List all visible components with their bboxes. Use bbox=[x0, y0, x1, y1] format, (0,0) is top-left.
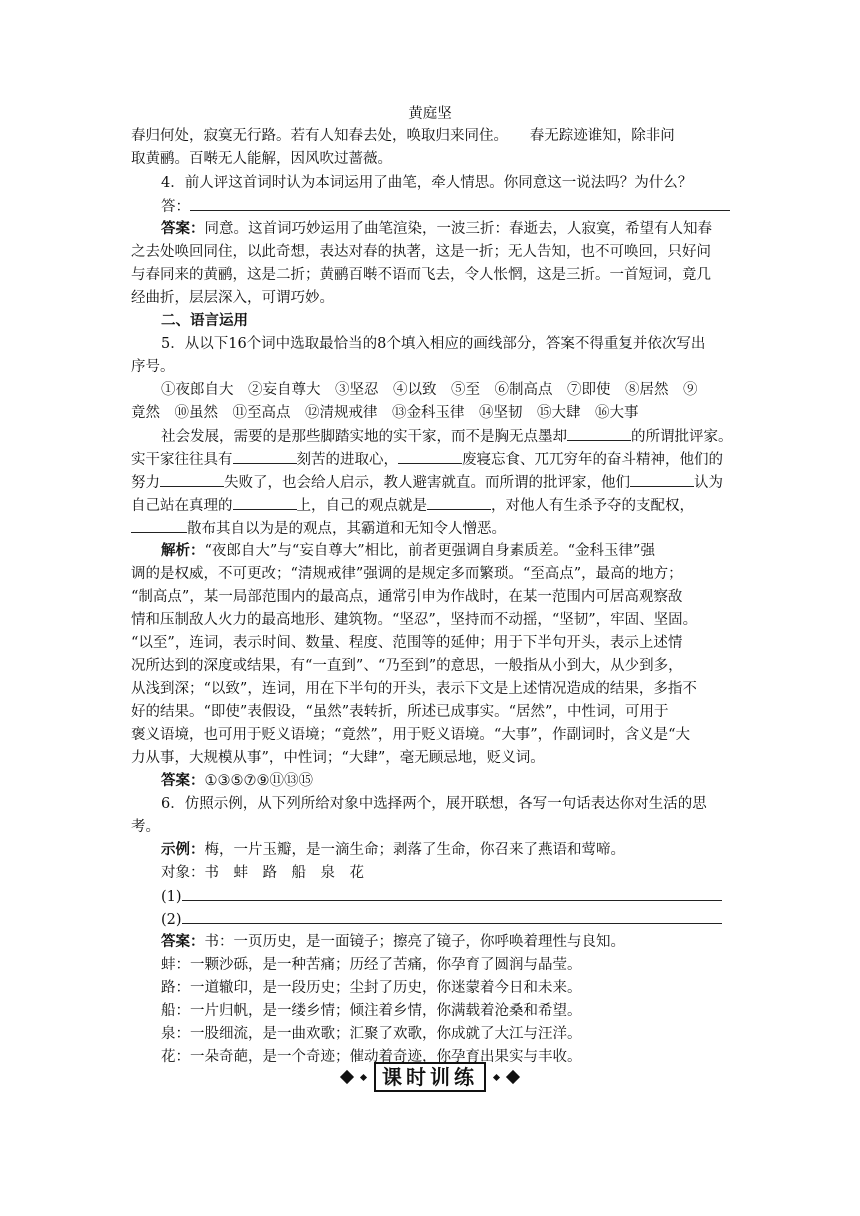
fill-blank[interactable] bbox=[630, 471, 694, 487]
answer-line: 经曲折，层层深入，可谓巧妙。 bbox=[131, 290, 334, 306]
answer-line: 船：一片归帆，是一缕乡情；倾注着乡情，你满载着沧桑和希望。 bbox=[161, 1003, 582, 1019]
answer-line: 答案：书：一页历史，是一面镜子；擦亮了镜子，你呼唤着理性与良知。 bbox=[161, 933, 625, 950]
fill-blank[interactable] bbox=[567, 425, 631, 441]
diamond-dot-icon bbox=[360, 1073, 367, 1080]
question-4: 4．前人评这首词时认为本词运用了曲笔，牵人情思。你同意这一说法吗？为什么？ bbox=[161, 175, 693, 191]
analysis-line: “制高点”，某一局部范围内的最高点，通常引申为作战时，在某一范围内可居高观察敌 bbox=[131, 589, 683, 605]
banner-title: 课时训练 bbox=[374, 1062, 486, 1092]
diamond-icon bbox=[506, 1070, 520, 1084]
section-banner bbox=[0, 1062, 860, 1092]
fill-blank[interactable] bbox=[233, 494, 297, 510]
answer-blank[interactable] bbox=[182, 885, 722, 901]
passage-line: 实干家往往具有 刻苦的进取心， 废寝忘食、兀兀穷年的奋斗精神，他们的 bbox=[131, 448, 731, 471]
fill-blank[interactable] bbox=[160, 471, 224, 487]
answer-blank-line: (2) bbox=[161, 908, 761, 931]
poem-line: 取黄鹂。百啭无人能解，因风吹过蔷薇。 bbox=[131, 151, 392, 167]
answer-line: 花：一朵奇葩，是一个奇迹；催动着奇迹，你孕育出果实与丰收。 bbox=[161, 1049, 582, 1065]
fill-blank[interactable] bbox=[233, 448, 297, 464]
analysis-line: 况所达到的深度或结果，有“一直到”、“乃至到”的意思，一般指从小到大，从少到多， bbox=[131, 658, 683, 674]
answer-line: 答案：同意。这首词巧妙运用了曲笔渲染，一波三折：春逝去，人寂寞，希望有人知春 bbox=[161, 220, 712, 237]
answer-blank[interactable] bbox=[182, 908, 722, 924]
answer-line: 蚌：一颗沙砾，是一种苦痛；历经了苦痛，你孕育了圆润与晶莹。 bbox=[161, 957, 582, 973]
answer-line: 与春同来的黄鹂，这是二折；黄鹂百啭不语而飞去，令人怅惘，这是三折。一首短词，竟几 bbox=[131, 267, 711, 283]
question-5: 序号。 bbox=[131, 359, 175, 375]
passage-line: 散布其自以为是的观点，其霸道和无知令人憎恶。 bbox=[131, 517, 731, 540]
answer-line: 之去处唤回同住，以此奇想，表达对春的执著，这是一折；无人告知，也不可唤回，只好问 bbox=[131, 244, 711, 260]
fill-blank[interactable] bbox=[131, 517, 187, 533]
answer-line: 泉：一股细流，是一曲欢歌；汇聚了欢歌，你成就了大江与汪洋。 bbox=[161, 1026, 582, 1042]
poem-line: 春归何处，寂寞无行路。若有人知春去处，唤取归来同住。 春无踪迹谁知，除非问 bbox=[131, 128, 675, 144]
question-5: 5．从以下16个词中选取最恰当的8个填入相应的画线部分，答案不得重复并依次写出 bbox=[161, 336, 706, 352]
question-6: 考。 bbox=[131, 819, 160, 835]
question-6: 6．仿照示例，从下列所给对象中选择两个，展开联想，各写一句话表达你对生活的思 bbox=[161, 796, 707, 812]
passage-line: 自己站在真理的 上，自己的观点就是 ，对他人有生杀予夺的支配权， bbox=[131, 494, 731, 517]
passage-line: 努力 失败了，也会给人启示，教人避害就直。而所谓的批评家，他们 认为 bbox=[131, 471, 731, 494]
answer-line: 路：一道辙印，是一段历史；尘封了历史，你迷蒙着今日和未来。 bbox=[161, 980, 582, 996]
example-line: 示例：梅，一片玉瓣，是一滴生命；剥落了生命，你召来了燕语和莺啼。 bbox=[161, 841, 625, 858]
diamond-dot-icon bbox=[493, 1073, 500, 1080]
analysis-line: 好的结果。“即使”表假设，“虽然”表转折，所述已成事实。“居然”，中性词，可用于 bbox=[131, 704, 669, 720]
word-options: ①夜郎自大 ②妄自尊大 ③坚忍 ④以致 ⑤至 ⑥制高点 ⑦即使 ⑧居然 ⑨ bbox=[161, 382, 698, 398]
diamond-icon bbox=[340, 1070, 354, 1084]
poem-author: 黄庭坚 bbox=[408, 106, 452, 122]
analysis-line: 力从事，大规模从事”，中性词；“大肆”，毫无顾忌地，贬义词。 bbox=[131, 750, 545, 766]
word-options: 竟然 ⑩虽然 ⑪至高点 ⑫清规戒律 ⑬金科玉律 ⑭坚韧 ⑮大肆 ⑯大事 bbox=[131, 405, 639, 421]
objects-line: 对象：书 蚌 路 船 泉 花 bbox=[161, 865, 364, 881]
answer-blank-line: 答： bbox=[161, 195, 761, 218]
analysis-line: 解析：“夜郎自大”与“妄自尊大”相比，前者更强调自身素质差。“金科玉律”强 bbox=[161, 542, 655, 559]
analysis-line: “以至”，连词，表示时间、数量、程度、范围等的延伸；用于下半句开头，表示上述情 bbox=[131, 635, 683, 651]
analysis-line: 从浅到深；“以致”，连词，用在下半句的开头，表示下文是上述情况造成的结果，多指不 bbox=[131, 681, 697, 697]
section-heading: 二、语言运用 bbox=[161, 312, 248, 329]
answer-blank-line: (1) bbox=[161, 885, 761, 908]
passage-line: 社会发展，需要的是那些脚踏实地的实干家，而不是胸无点墨却 的所谓批评家。 bbox=[161, 425, 761, 448]
analysis-line: 褒义语境，也可用于贬义语境；“竟然”，用于贬义语境。“大事”，作副词时，含义是“大 bbox=[131, 727, 691, 743]
analysis-line: 调的是权威，不可更改；“清规戒律”强调的是规定多而繁琐。“至高点”，最高的地方； bbox=[131, 566, 683, 582]
answer-line: 答案：①③⑤⑦⑨⑪⑬⑮ bbox=[161, 772, 313, 789]
answer-blank[interactable] bbox=[190, 195, 730, 211]
analysis-line: 情和压制敌人火力的最高地形、建筑物。“坚忍”，坚持而不动摇，“坚韧”，牢固、坚固。 bbox=[131, 612, 698, 628]
fill-blank[interactable] bbox=[427, 494, 491, 510]
fill-blank[interactable] bbox=[398, 448, 462, 464]
